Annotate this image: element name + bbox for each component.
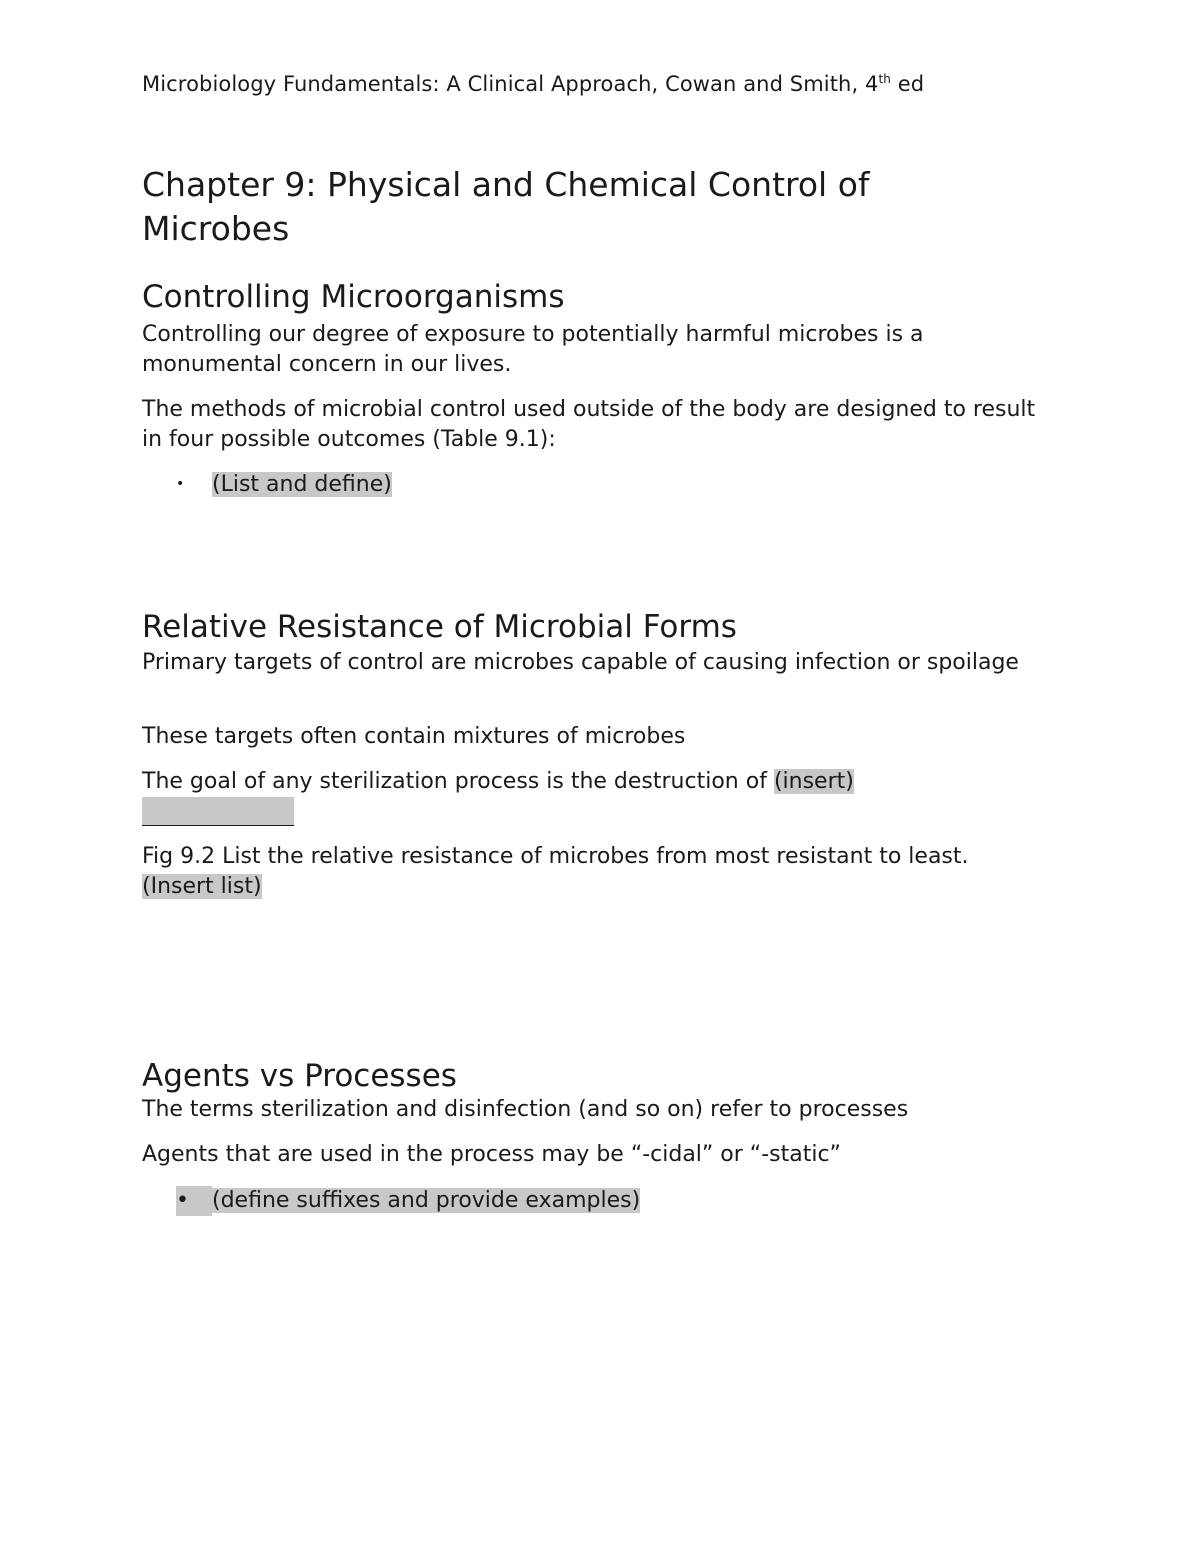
header-superscript: th [878,72,891,86]
bullet-list-item [142,1186,640,1216]
section-agents-p1 [142,1095,1042,1125]
section-controlling-heading [142,278,1042,316]
paragraph-text: The goal of any sterilization process is the destruction of [142,769,774,794]
paragraph-text: Fig 9.2 List the relative resistance of microbes from most resistant to least. [142,844,969,869]
placeholder-highlight: (Insert list) [142,874,262,899]
placeholder-highlight: (define suffixes and provide examples) [212,1188,641,1213]
paragraph: These targets often contain mixtures of microbes [142,724,686,749]
header-text: Microbiology Fundamentals: A Clinical Approach, Cowan and Smith, 4 [142,72,879,96]
fill-in-blank-line [142,797,294,826]
bullet-list-item [142,469,392,500]
placeholder-highlight: (insert) [773,769,854,794]
chapter-title [142,163,1042,251]
paragraph: Controlling our degree of exposure to potentially harmful microbes is a monumental concern in our lives. [142,322,924,377]
section-heading: Relative Resistance of Microbial Forms [142,609,737,645]
section-agents-heading [142,1057,1042,1095]
section-resistance-p4 [142,842,1042,902]
chapter-title-line2: Microbes [142,209,290,248]
paragraph [142,842,1042,902]
section-controlling-p2 [142,395,1042,455]
chapter-title-line1: Chapter 9: Physical and Chemical Control of [142,165,870,204]
document-header [142,72,924,96]
section-agents-p2 [142,1140,1042,1170]
bullet-icon: • [142,1186,212,1216]
placeholder-highlight: (List and define) [212,472,392,497]
section-controlling-p1 [142,320,1042,380]
section-resistance-heading [142,608,1042,646]
section-resistance-p2 [142,722,1042,752]
bullet-icon: • [176,476,185,492]
header-edition: ed [891,72,925,96]
paragraph: The methods of microbial control used outside of the body are designed to result in four possible outcomes (Table 9.1): [142,397,1036,452]
paragraph: The terms sterilization and disinfection (and so on) refer to processes [142,1097,909,1122]
paragraph [142,767,1042,835]
section-resistance-p1 [142,648,1042,678]
paragraph: Agents that are used in the process may be “-cidal” or “-static” [142,1142,841,1167]
section-heading: Controlling Microorganisms [142,279,565,315]
paragraph: Primary targets of control are microbes capable of causing infection or spoilage [142,650,1019,675]
section-heading: Agents vs Processes [142,1058,457,1094]
section-resistance-p3 [142,767,1042,835]
